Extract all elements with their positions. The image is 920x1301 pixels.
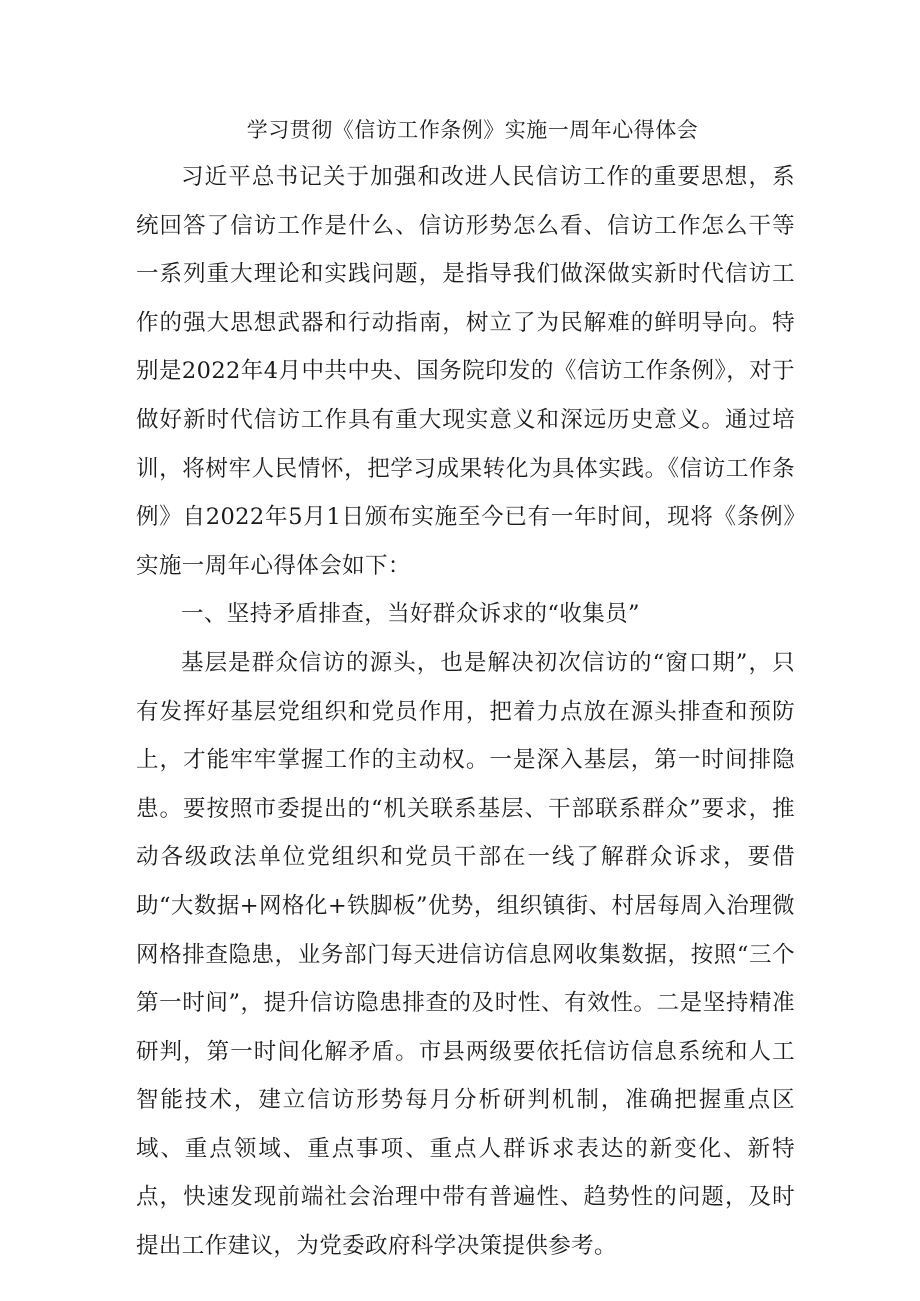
section-heading-1: 一、坚持矛盾排查，当好群众诉求的“收集员” [181, 601, 640, 628]
section-1-paragraph: 基层是群众信访的源头，也是解决初次信访的“窗口期”，只有发挥好基层党组织和党员作用，把着力点放在源头排查和预防上，才能牢牢掌握工作的主动权。一是深入基层，第一时间排隐患。要按照市委提出的“机关联系基层、干部联系群众”要求，推动各级政法单位党组织和党员干部在一线了解群众诉求，要借助“大数据+网格化+铁脚板”优势，组织镇街、村居每周入治理微网格排查隐患，业务部门每天进信访信息网收集数据，按照“三个第一时间”，提升信访隐患排查的及时性、有效性。二是坚持精准研判，第一时间化解矛盾。市县两级要依托信访信息系统和人工智能技术，建立信访形势每月分析研判机制，准确把握重点区域、重点领域、重点事项、重点人群诉求表达的新变化、新特点，快速发现前端社会治理中带有普遍性、趋势性的问题，及时提出工作建议，为党委政府科学决策提供参考。 [136, 649, 795, 1260]
document-title: 学习贯彻《信访工作条例》实施一周年心得体会 [246, 118, 699, 142]
intro-paragraph: 习近平总书记关于加强和改进人民信访工作的重要思想，系统回答了信访工作是什么、信访形势怎么看、信访工作怎么干等一系列重大理论和实践问题，是指导我们做深做实新时代信访工作的强大思想武器和行动指南，树立了为民解难的鲜明导向。特别是2022年4月中共中央、国务院印发的《信访工作条例》，对于做好新时代信访工作具有重大现实意义和深远历史意义。通过培训，将树牢人民情怀，把学习成果转化为具体实践。《信访工作条例》自2022年5月1日颁布实施至今已有一年时间，现将《条例》实施一周年心得体会如下： [136, 164, 795, 579]
document-body [136, 112, 795, 1271]
